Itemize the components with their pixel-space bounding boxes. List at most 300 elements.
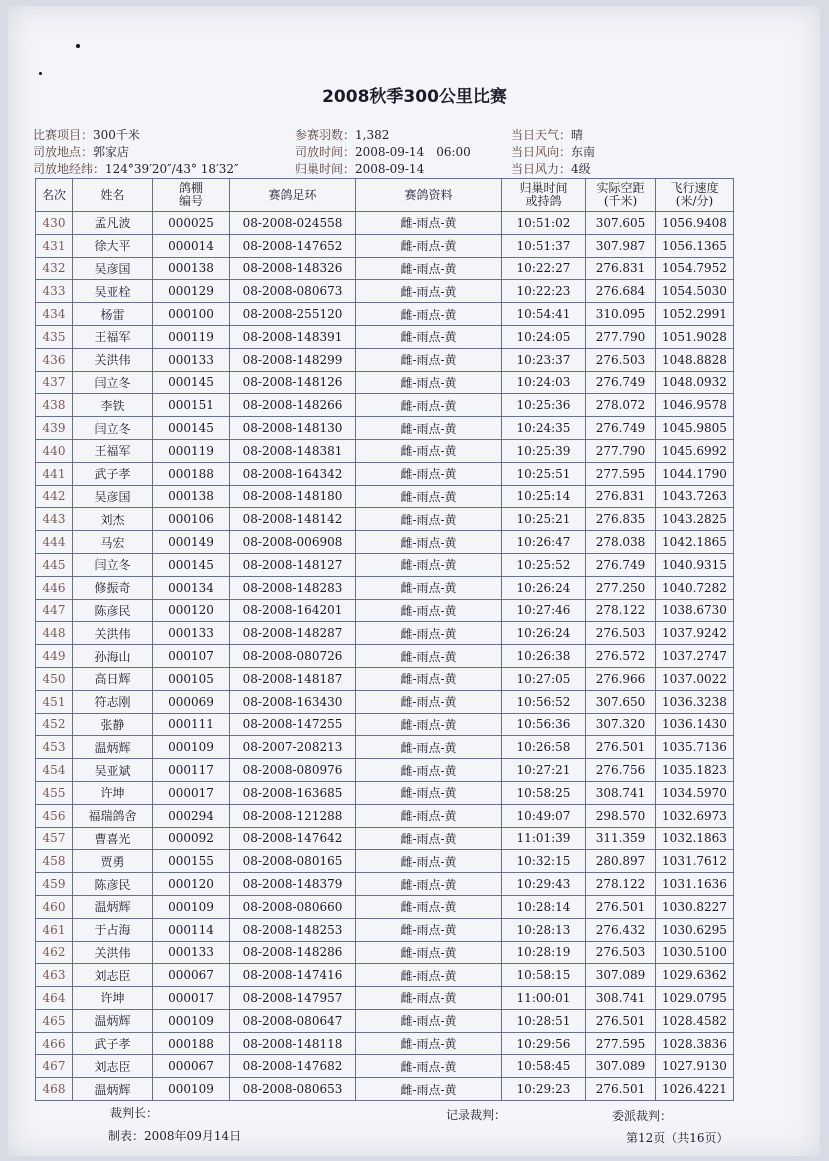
table-row bbox=[36, 531, 734, 554]
cell-speed: 1042.1865 bbox=[656, 531, 734, 554]
cell-rank: 458 bbox=[36, 850, 73, 873]
table-row bbox=[36, 873, 734, 896]
cell-ring: 08-2007-208213 bbox=[230, 736, 356, 759]
table-row bbox=[36, 348, 734, 371]
table-row bbox=[36, 827, 734, 850]
cell-loft-id: 000188 bbox=[153, 1032, 230, 1055]
cell-name: 武子孝 bbox=[73, 462, 153, 485]
cell-distance: 276.831 bbox=[586, 257, 656, 280]
cell-rank: 465 bbox=[36, 1009, 73, 1032]
cell-loft-id: 000151 bbox=[153, 394, 230, 417]
cell-return-time: 10:26:38 bbox=[502, 645, 586, 668]
cell-name: 曹喜光 bbox=[73, 827, 153, 850]
cell-ring: 08-2008-080660 bbox=[230, 895, 356, 918]
cell-pigeon-info: 雌-雨点-黄 bbox=[356, 485, 502, 508]
cell-rank: 440 bbox=[36, 439, 73, 462]
cell-pigeon-info: 雌-雨点-黄 bbox=[356, 212, 502, 235]
cell-return-time: 10:51:02 bbox=[502, 212, 586, 235]
cell-ring: 08-2008-148253 bbox=[230, 918, 356, 941]
event-value: 300千米 bbox=[93, 128, 140, 142]
cell-pigeon-info: 雌-雨点-黄 bbox=[356, 531, 502, 554]
site-value: 郭家店 bbox=[93, 145, 130, 159]
cell-pigeon-info: 雌-雨点-黄 bbox=[356, 462, 502, 485]
cell-distance: 276.503 bbox=[586, 622, 656, 645]
cell-distance: 278.038 bbox=[586, 531, 656, 554]
cell-rank: 443 bbox=[36, 508, 73, 531]
weather-label: 当日天气： bbox=[511, 128, 572, 142]
table-row bbox=[36, 599, 734, 622]
cell-distance: 298.570 bbox=[586, 804, 656, 827]
cell-rank: 466 bbox=[36, 1032, 73, 1055]
cell-name: 福瑞鸽舍 bbox=[73, 804, 153, 827]
cell-ring: 08-2008-121288 bbox=[230, 804, 356, 827]
cell-loft-id: 000155 bbox=[153, 850, 230, 873]
cell-ring: 08-2008-147642 bbox=[230, 827, 356, 850]
cell-pigeon-info: 雌-雨点-黄 bbox=[356, 645, 502, 668]
cell-return-time: 10:25:36 bbox=[502, 394, 586, 417]
cell-rank: 446 bbox=[36, 576, 73, 599]
cell-speed: 1036.1430 bbox=[656, 713, 734, 736]
cell-name: 贾勇 bbox=[73, 850, 153, 873]
cell-pigeon-info: 雌-雨点-黄 bbox=[356, 325, 502, 348]
cell-return-time: 10:25:14 bbox=[502, 485, 586, 508]
cell-return-time: 10:58:25 bbox=[502, 781, 586, 804]
cell-pigeon-info: 雌-雨点-黄 bbox=[356, 987, 502, 1010]
table-row bbox=[36, 804, 734, 827]
table-body bbox=[36, 212, 734, 1101]
cell-rank: 438 bbox=[36, 394, 73, 417]
cell-name: 李铁 bbox=[73, 394, 153, 417]
cell-ring: 08-2008-148127 bbox=[230, 553, 356, 576]
table-row bbox=[36, 895, 734, 918]
referee-label: 裁判长： bbox=[110, 1106, 159, 1120]
cell-ring: 08-2008-148391 bbox=[230, 325, 356, 348]
cell-return-time: 11:01:39 bbox=[502, 827, 586, 850]
cell-speed: 1032.1863 bbox=[656, 827, 734, 850]
cell-distance: 307.987 bbox=[586, 234, 656, 257]
page-title: 2008秋季300公里比赛 bbox=[322, 87, 507, 107]
cell-loft-id: 000117 bbox=[153, 759, 230, 782]
table-row bbox=[36, 280, 734, 303]
coords-label: 司放地经纬： bbox=[33, 162, 106, 176]
cell-loft-id: 000114 bbox=[153, 918, 230, 941]
cell-return-time: 10:26:47 bbox=[502, 531, 586, 554]
cell-pigeon-info: 雌-雨点-黄 bbox=[356, 850, 502, 873]
cell-ring: 08-2008-148266 bbox=[230, 394, 356, 417]
cell-pigeon-info: 雌-雨点-黄 bbox=[356, 873, 502, 896]
cell-loft-id: 000120 bbox=[153, 873, 230, 896]
cell-name: 徐大平 bbox=[73, 234, 153, 257]
cell-rank: 463 bbox=[36, 964, 73, 987]
cell-distance: 308.741 bbox=[586, 987, 656, 1010]
cell-distance: 278.072 bbox=[586, 394, 656, 417]
cell-pigeon-info: 雌-雨点-黄 bbox=[356, 1055, 502, 1078]
cell-name: 陈彦民 bbox=[73, 599, 153, 622]
cell-return-time: 10:28:51 bbox=[502, 1009, 586, 1032]
cell-return-time: 10:58:15 bbox=[502, 964, 586, 987]
site-label: 司放地点： bbox=[33, 145, 94, 159]
cell-name: 吴彦国 bbox=[73, 485, 153, 508]
cell-pigeon-info: 雌-雨点-黄 bbox=[356, 713, 502, 736]
table-row bbox=[36, 759, 734, 782]
cell-ring: 08-2008-024558 bbox=[230, 212, 356, 235]
cell-name: 闫立冬 bbox=[73, 417, 153, 440]
cell-pigeon-info: 雌-雨点-黄 bbox=[356, 576, 502, 599]
cell-pigeon-info: 雌-雨点-黄 bbox=[356, 371, 502, 394]
cell-rank: 456 bbox=[36, 804, 73, 827]
table-row bbox=[36, 1055, 734, 1078]
cell-return-time: 10:25:51 bbox=[502, 462, 586, 485]
cell-ring: 08-2008-080653 bbox=[230, 1078, 356, 1101]
cell-speed: 1043.7263 bbox=[656, 485, 734, 508]
cell-rank: 451 bbox=[36, 690, 73, 713]
cell-return-time: 10:29:23 bbox=[502, 1078, 586, 1101]
cell-speed: 1054.5030 bbox=[656, 280, 734, 303]
count-value: 1,382 bbox=[355, 128, 390, 142]
cell-ring: 08-2008-147255 bbox=[230, 713, 356, 736]
table-row bbox=[36, 713, 734, 736]
wind-force-label: 当日风力： bbox=[511, 162, 572, 176]
cell-name: 许坤 bbox=[73, 987, 153, 1010]
table-row bbox=[36, 987, 734, 1010]
cell-return-time: 10:26:24 bbox=[502, 622, 586, 645]
cell-pigeon-info: 雌-雨点-黄 bbox=[356, 394, 502, 417]
cell-loft-id: 000133 bbox=[153, 348, 230, 371]
cell-speed: 1043.2825 bbox=[656, 508, 734, 531]
cell-loft-id: 000107 bbox=[153, 645, 230, 668]
cell-speed: 1026.4221 bbox=[656, 1078, 734, 1101]
cell-loft-id: 000100 bbox=[153, 303, 230, 326]
cell-loft-id: 000119 bbox=[153, 325, 230, 348]
cell-loft-id: 000069 bbox=[153, 690, 230, 713]
cell-pigeon-info: 雌-雨点-黄 bbox=[356, 690, 502, 713]
cell-speed: 1030.5100 bbox=[656, 941, 734, 964]
cell-distance: 277.595 bbox=[586, 462, 656, 485]
cell-ring: 08-2008-148379 bbox=[230, 873, 356, 896]
cell-return-time: 10:49:07 bbox=[502, 804, 586, 827]
cell-name: 王福军 bbox=[73, 439, 153, 462]
cell-rank: 467 bbox=[36, 1055, 73, 1078]
table-row bbox=[36, 781, 734, 804]
cell-distance: 276.835 bbox=[586, 508, 656, 531]
cell-name: 吴亚栓 bbox=[73, 280, 153, 303]
table-row bbox=[36, 667, 734, 690]
cell-rank: 459 bbox=[36, 873, 73, 896]
cell-loft-id: 000109 bbox=[153, 1009, 230, 1032]
cell-loft-id: 000105 bbox=[153, 667, 230, 690]
cell-rank: 449 bbox=[36, 645, 73, 668]
coords-value: 124°39′20″/43° 18′32″ bbox=[105, 162, 239, 176]
cell-return-time: 10:28:19 bbox=[502, 941, 586, 964]
cell-speed: 1046.9578 bbox=[656, 394, 734, 417]
cell-distance: 278.122 bbox=[586, 873, 656, 896]
cell-loft-id: 000134 bbox=[153, 576, 230, 599]
cell-pigeon-info: 雌-雨点-黄 bbox=[356, 736, 502, 759]
cell-loft-id: 000138 bbox=[153, 485, 230, 508]
cell-rank: 436 bbox=[36, 348, 73, 371]
cell-ring: 08-2008-148326 bbox=[230, 257, 356, 280]
cell-distance: 307.089 bbox=[586, 964, 656, 987]
cell-speed: 1032.6973 bbox=[656, 804, 734, 827]
cell-speed: 1031.1636 bbox=[656, 873, 734, 896]
cell-loft-id: 000111 bbox=[153, 713, 230, 736]
cell-rank: 450 bbox=[36, 667, 73, 690]
cell-distance: 307.320 bbox=[586, 713, 656, 736]
cell-ring: 08-2008-148118 bbox=[230, 1032, 356, 1055]
cell-rank: 461 bbox=[36, 918, 73, 941]
cell-rank: 460 bbox=[36, 895, 73, 918]
cell-pigeon-info: 雌-雨点-黄 bbox=[356, 759, 502, 782]
cell-ring: 08-2008-147652 bbox=[230, 234, 356, 257]
return-time-value: 2008-09-14 bbox=[355, 162, 425, 176]
cell-loft-id: 000092 bbox=[153, 827, 230, 850]
table-row bbox=[36, 417, 734, 440]
cell-loft-id: 000025 bbox=[153, 212, 230, 235]
cell-name: 符志刚 bbox=[73, 690, 153, 713]
cell-pigeon-info: 雌-雨点-黄 bbox=[356, 1078, 502, 1101]
cell-return-time: 10:24:03 bbox=[502, 371, 586, 394]
cell-name: 孙海山 bbox=[73, 645, 153, 668]
cell-name: 闫立冬 bbox=[73, 553, 153, 576]
table-row bbox=[36, 1032, 734, 1055]
cell-pigeon-info: 雌-雨点-黄 bbox=[356, 303, 502, 326]
cell-loft-id: 000133 bbox=[153, 941, 230, 964]
cell-rank: 434 bbox=[36, 303, 73, 326]
cell-return-time: 10:54:41 bbox=[502, 303, 586, 326]
weather-info bbox=[511, 126, 583, 143]
cell-name: 关洪伟 bbox=[73, 348, 153, 371]
cell-distance: 276.572 bbox=[586, 645, 656, 668]
cell-loft-id: 000120 bbox=[153, 599, 230, 622]
cell-return-time: 10:26:24 bbox=[502, 576, 586, 599]
weather-value: 晴 bbox=[571, 128, 584, 142]
wind-dir-info bbox=[511, 143, 595, 160]
cell-name: 王福军 bbox=[73, 325, 153, 348]
table-row bbox=[36, 645, 734, 668]
cell-distance: 277.790 bbox=[586, 439, 656, 462]
cell-name: 温炳辉 bbox=[73, 895, 153, 918]
cell-name: 关洪伟 bbox=[73, 941, 153, 964]
cell-ring: 08-2008-255120 bbox=[230, 303, 356, 326]
cell-speed: 1045.6992 bbox=[656, 439, 734, 462]
cell-distance: 307.605 bbox=[586, 212, 656, 235]
cell-name: 于占海 bbox=[73, 918, 153, 941]
cell-distance: 276.432 bbox=[586, 918, 656, 941]
cell-rank: 462 bbox=[36, 941, 73, 964]
page-number: 第12页（共16页） bbox=[626, 1131, 729, 1145]
event-info bbox=[33, 126, 140, 143]
table-row bbox=[36, 850, 734, 873]
cell-distance: 276.831 bbox=[586, 485, 656, 508]
cell-ring: 08-2008-080976 bbox=[230, 759, 356, 782]
cell-return-time: 10:22:27 bbox=[502, 257, 586, 280]
release-time-info bbox=[295, 143, 471, 160]
cell-pigeon-info: 雌-雨点-黄 bbox=[356, 827, 502, 850]
cell-ring: 08-2008-006908 bbox=[230, 531, 356, 554]
cell-loft-id: 000188 bbox=[153, 462, 230, 485]
cell-ring: 08-2008-163430 bbox=[230, 690, 356, 713]
cell-ring: 08-2008-163685 bbox=[230, 781, 356, 804]
cell-rank: 452 bbox=[36, 713, 73, 736]
cell-pigeon-info: 雌-雨点-黄 bbox=[356, 234, 502, 257]
cell-return-time: 10:26:58 bbox=[502, 736, 586, 759]
cell-loft-id: 000145 bbox=[153, 417, 230, 440]
cell-speed: 1048.0932 bbox=[656, 371, 734, 394]
cell-speed: 1054.7952 bbox=[656, 257, 734, 280]
cell-ring: 08-2008-148130 bbox=[230, 417, 356, 440]
cell-rank: 433 bbox=[36, 280, 73, 303]
cell-loft-id: 000109 bbox=[153, 895, 230, 918]
cell-pigeon-info: 雌-雨点-黄 bbox=[356, 280, 502, 303]
cell-return-time: 10:32:15 bbox=[502, 850, 586, 873]
cell-distance: 278.122 bbox=[586, 599, 656, 622]
cell-loft-id: 000067 bbox=[153, 964, 230, 987]
cell-pigeon-info: 雌-雨点-黄 bbox=[356, 918, 502, 941]
return-time-label: 归巢时间： bbox=[295, 162, 356, 176]
cell-ring: 08-2008-164342 bbox=[230, 462, 356, 485]
cell-name: 武子孝 bbox=[73, 1032, 153, 1055]
cell-loft-id: 000017 bbox=[153, 781, 230, 804]
cell-speed: 1027.9130 bbox=[656, 1055, 734, 1078]
cell-ring: 08-2008-148187 bbox=[230, 667, 356, 690]
cell-ring: 08-2008-148381 bbox=[230, 439, 356, 462]
cell-distance: 276.503 bbox=[586, 941, 656, 964]
cell-distance: 276.749 bbox=[586, 417, 656, 440]
header-distance: 实际空距 (千米) bbox=[586, 179, 656, 212]
cell-speed: 1037.2747 bbox=[656, 645, 734, 668]
cell-ring: 08-2008-080647 bbox=[230, 1009, 356, 1032]
cell-speed: 1040.7282 bbox=[656, 576, 734, 599]
cell-loft-id: 000294 bbox=[153, 804, 230, 827]
cell-distance: 311.359 bbox=[586, 827, 656, 850]
cell-pigeon-info: 雌-雨点-黄 bbox=[356, 439, 502, 462]
cell-name: 杨雷 bbox=[73, 303, 153, 326]
cell-return-time: 10:25:39 bbox=[502, 439, 586, 462]
cell-rank: 455 bbox=[36, 781, 73, 804]
cell-return-time: 10:25:52 bbox=[502, 553, 586, 576]
speck-mark bbox=[39, 72, 42, 75]
header-pigeon-info: 赛鸽资料 bbox=[356, 179, 502, 212]
cell-ring: 08-2008-080673 bbox=[230, 280, 356, 303]
header-ring: 赛鸽足环 bbox=[230, 179, 356, 212]
cell-ring: 08-2008-148180 bbox=[230, 485, 356, 508]
cell-ring: 08-2008-148287 bbox=[230, 622, 356, 645]
cell-return-time: 10:56:52 bbox=[502, 690, 586, 713]
cell-speed: 1048.8828 bbox=[656, 348, 734, 371]
cell-ring: 08-2008-147416 bbox=[230, 964, 356, 987]
cell-pigeon-info: 雌-雨点-黄 bbox=[356, 348, 502, 371]
cell-pigeon-info: 雌-雨点-黄 bbox=[356, 1032, 502, 1055]
cell-speed: 1037.0022 bbox=[656, 667, 734, 690]
cell-pigeon-info: 雌-雨点-黄 bbox=[356, 417, 502, 440]
cell-speed: 1036.3238 bbox=[656, 690, 734, 713]
cell-loft-id: 000014 bbox=[153, 234, 230, 257]
cell-pigeon-info: 雌-雨点-黄 bbox=[356, 804, 502, 827]
table-row bbox=[36, 918, 734, 941]
cell-name: 孟凡波 bbox=[73, 212, 153, 235]
return-time-info bbox=[295, 160, 424, 177]
cell-pigeon-info: 雌-雨点-黄 bbox=[356, 553, 502, 576]
header-rank: 名次 bbox=[36, 179, 73, 212]
cell-rank: 442 bbox=[36, 485, 73, 508]
cell-pigeon-info: 雌-雨点-黄 bbox=[356, 599, 502, 622]
cell-loft-id: 000106 bbox=[153, 508, 230, 531]
cell-rank: 453 bbox=[36, 736, 73, 759]
wind-dir-value: 东南 bbox=[571, 145, 596, 159]
table-header-row bbox=[36, 179, 734, 212]
cell-pigeon-info: 雌-雨点-黄 bbox=[356, 667, 502, 690]
cell-pigeon-info: 雌-雨点-黄 bbox=[356, 622, 502, 645]
cell-return-time: 10:25:21 bbox=[502, 508, 586, 531]
cell-distance: 276.501 bbox=[586, 895, 656, 918]
cell-return-time: 10:24:05 bbox=[502, 325, 586, 348]
cell-distance: 308.741 bbox=[586, 781, 656, 804]
cell-loft-id: 000129 bbox=[153, 280, 230, 303]
cell-name: 关洪伟 bbox=[73, 622, 153, 645]
cell-name: 吴彦国 bbox=[73, 257, 153, 280]
cell-return-time: 10:22:23 bbox=[502, 280, 586, 303]
cell-loft-id: 000133 bbox=[153, 622, 230, 645]
cell-ring: 08-2008-080726 bbox=[230, 645, 356, 668]
cell-distance: 310.095 bbox=[586, 303, 656, 326]
cell-name: 刘志臣 bbox=[73, 964, 153, 987]
cell-name: 吴亚斌 bbox=[73, 759, 153, 782]
cell-ring: 08-2008-147957 bbox=[230, 987, 356, 1010]
cell-rank: 430 bbox=[36, 212, 73, 235]
table-row bbox=[36, 941, 734, 964]
dispatch-label: 委派裁判： bbox=[612, 1109, 673, 1123]
cell-distance: 307.089 bbox=[586, 1055, 656, 1078]
cell-loft-id: 000109 bbox=[153, 1078, 230, 1101]
cell-rank: 464 bbox=[36, 987, 73, 1010]
cell-return-time: 10:51:37 bbox=[502, 234, 586, 257]
cell-loft-id: 000017 bbox=[153, 987, 230, 1010]
cell-return-time: 10:29:56 bbox=[502, 1032, 586, 1055]
table-row bbox=[36, 257, 734, 280]
cell-distance: 276.501 bbox=[586, 1009, 656, 1032]
cell-name: 闫立冬 bbox=[73, 371, 153, 394]
table-row bbox=[36, 462, 734, 485]
cell-rank: 439 bbox=[36, 417, 73, 440]
table-row bbox=[36, 439, 734, 462]
cell-return-time: 10:56:36 bbox=[502, 713, 586, 736]
cell-name: 张静 bbox=[73, 713, 153, 736]
cell-distance: 307.650 bbox=[586, 690, 656, 713]
cell-return-time: 10:24:35 bbox=[502, 417, 586, 440]
cell-name: 陈彦民 bbox=[73, 873, 153, 896]
header-return-time: 归巢时间 或持鸽 bbox=[502, 179, 586, 212]
table-row bbox=[36, 622, 734, 645]
cell-loft-id: 000149 bbox=[153, 531, 230, 554]
cell-return-time: 10:58:45 bbox=[502, 1055, 586, 1078]
cell-name: 高日辉 bbox=[73, 667, 153, 690]
cell-speed: 1038.6730 bbox=[656, 599, 734, 622]
cell-pigeon-info: 雌-雨点-黄 bbox=[356, 895, 502, 918]
cell-return-time: 11:00:01 bbox=[502, 987, 586, 1010]
table-row bbox=[36, 690, 734, 713]
cell-distance: 280.897 bbox=[586, 850, 656, 873]
cell-speed: 1031.7612 bbox=[656, 850, 734, 873]
cell-speed: 1028.4582 bbox=[656, 1009, 734, 1032]
count-info bbox=[295, 126, 389, 143]
cell-name: 刘志臣 bbox=[73, 1055, 153, 1078]
coords-info bbox=[33, 160, 239, 177]
cell-ring: 08-2008-148299 bbox=[230, 348, 356, 371]
recorder-label: 记录裁判： bbox=[446, 1108, 507, 1122]
cell-distance: 276.503 bbox=[586, 348, 656, 371]
cell-name: 马宏 bbox=[73, 531, 153, 554]
cell-speed: 1030.8227 bbox=[656, 895, 734, 918]
